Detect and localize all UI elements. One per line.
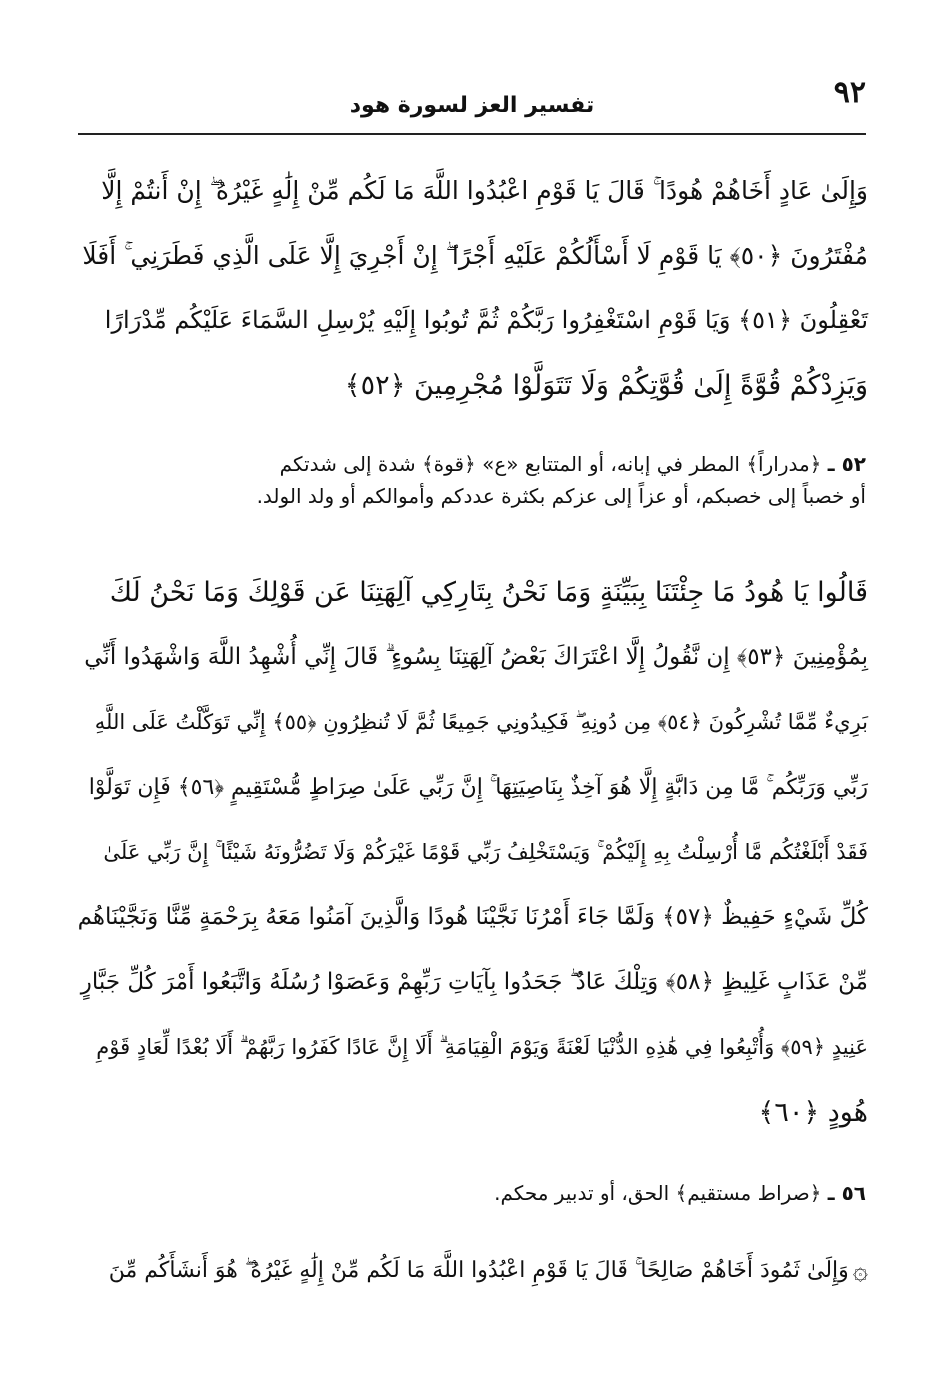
verse-line bbox=[78, 1238, 868, 1304]
commentary-line: أو خصباً إلى خصبكم، أو عزاً إلى عزكم بكثرة عددكم وأموالكم أو ولد الولد. bbox=[256, 484, 866, 508]
rub-el-hizb-icon: ۞ bbox=[852, 1255, 868, 1286]
verses-block-50-52 bbox=[78, 158, 868, 418]
verse-line: مِّنْ عَذَابٍ غَلِيظٍ ﴿٥٨﴾ وَتِلْكَ عَادٌ ۖ جَحَدُوا بِآيَاتِ رَبِّهِمْ وَعَصَوْا رُسُلَهُ وَاتَّبَعُوا أَمْرَ كُلِّ جَبَّارٍ bbox=[80, 969, 868, 995]
verses-block-61 bbox=[78, 1238, 868, 1304]
verse-line: بَرِيءٌ مِّمَّا تُشْرِكُونَ ﴿٥٤﴾ مِن دُونِهِ ۖ فَكِيدُونِي جَمِيعًا ثُمَّ لَا تُنظِرُونِ ﴿٥٥﴾ إِنِّي تَوَكَّلْتُ عَلَى اللَّهِ bbox=[94, 710, 868, 734]
verse-line: بِمُؤْمِنِينَ ﴿٥٣﴾ إِن نَّقُولُ إِلَّا اعْتَرَاكَ بَعْضُ آلِهَتِنَا بِسُوءٍ ۗ قَالَ إِنِّي أُشْهِدُ اللَّهَ وَاشْهَدُوا أَنِّي bbox=[84, 644, 868, 670]
verse-line: مُفْتَرُونَ ﴿٥٠﴾ يَا قَوْمِ لَا أَسْأَلُكُمْ عَلَيْهِ أَجْرًا ۖ إِنْ أَجْرِيَ إِلَّا عَلَى الَّذِي فَطَرَنِي ۚ أَفَلَا bbox=[82, 241, 868, 270]
running-title: تفسير العز لسورة هود bbox=[349, 93, 595, 118]
verse-line: تَعْقِلُونَ ﴿٥١﴾ وَيَا قَوْمِ اسْتَغْفِرُوا رَبَّكُمْ ثُمَّ تُوبُوا إِلَيْهِ يُرْسِلِ السَّمَاءَ عَلَيْكُم مِّدْرَارًا bbox=[104, 306, 868, 334]
page-header bbox=[78, 75, 866, 128]
commentary-text: ﴿صراط مستقيم﴾ الحق، أو تدبير محكم. bbox=[494, 1181, 822, 1205]
commentary-56 bbox=[78, 1177, 866, 1209]
page-number: ٩٢ bbox=[833, 75, 866, 110]
verse-line: وَإِلَىٰ عَادٍ أَخَاهُمْ هُودًا ۚ قَالَ يَا قَوْمِ اعْبُدُوا اللَّهَ مَا لَكُم مِّنْ إِلَٰهٍ غَيْرُهُ ۖ إِنْ أَنتُمْ إِلَّا bbox=[101, 176, 868, 205]
header-divider bbox=[78, 133, 866, 135]
verse-line: عَنِيدٍ ﴿٥٩﴾ وَأُتْبِعُوا فِي هَٰذِهِ الدُّنْيَا لَعْنَةً وَيَوْمَ الْقِيَامَةِ ۗ أَلَا إِنَّ عَادًا كَفَرُوا رَبَّهُمْ ۗ أَلَا بُعْدًا لِّعَادٍ قَوْمِ bbox=[96, 1035, 868, 1059]
verses-block-53-60 bbox=[78, 560, 868, 1145]
commentary-verse-number: ٥٢ ـ bbox=[827, 452, 866, 476]
verse-line: قَالُوا يَا هُودُ مَا جِئْتَنَا بِبَيِّنَةٍ وَمَا نَحْنُ بِتَارِكِي آلِهَتِنَا عَن قَوْلِكَ وَمَا نَحْنُ لَكَ bbox=[109, 577, 868, 608]
commentary-text: ﴿مدراراً﴾ المطر في إبانه، أو المتتابع «ع» ﴿قوة﴾ شدة إلى شدتكم bbox=[279, 452, 822, 476]
verse-line: رَبِّي وَرَبِّكُم ۚ مَّا مِن دَابَّةٍ إِلَّا هُوَ آخِذٌ بِنَاصِيَتِهَا ۚ إِنَّ رَبِّي عَلَىٰ صِرَاطٍ مُّسْتَقِيمٍ ﴿٥٦﴾ فَإِن تَوَلَّوْا bbox=[88, 775, 868, 800]
verse-line: وَيَزِدْكُمْ قُوَّةً إِلَىٰ قُوَّتِكُمْ وَلَا تَتَوَلَّوْا مُجْرِمِينَ ﴿٥٢﴾ bbox=[344, 370, 868, 401]
commentary-line bbox=[78, 1177, 866, 1209]
verse-line: فَقَدْ أَبْلَغْتُكُم مَّا أُرْسِلْتُ بِهِ إِلَيْكُمْ ۚ وَيَسْتَخْلِفُ رَبِّي قَوْمًا غَيْرَكُمْ وَلَا تَضُرُّونَهُ شَيْئًا ۚ إِنَّ رَبِّي عَلَىٰ bbox=[103, 840, 868, 864]
verse-line: هُودٍ ﴿٦٠﴾ bbox=[758, 1097, 868, 1128]
commentary-52 bbox=[78, 448, 866, 512]
commentary-verse-number: ٥٦ ـ bbox=[827, 1181, 866, 1205]
verse-text: وَإِلَىٰ ثَمُودَ أَخَاهُمْ صَالِحًا ۚ قَالَ يَا قَوْمِ اعْبُدُوا اللَّهَ مَا لَكُم مِّنْ إِلَٰهٍ غَيْرُهُ ۖ هُوَ أَنشَأَكُم مِّنَ bbox=[108, 1258, 849, 1283]
commentary-line bbox=[78, 448, 866, 480]
verse-line: كُلِّ شَيْءٍ حَفِيظٌ ﴿٥٧﴾ وَلَمَّا جَاءَ أَمْرُنَا نَجَّيْنَا هُودًا وَالَّذِينَ آمَنُوا مَعَهُ بِرَحْمَةٍ مِّنَّا وَنَجَّيْنَاهُم bbox=[77, 904, 868, 930]
